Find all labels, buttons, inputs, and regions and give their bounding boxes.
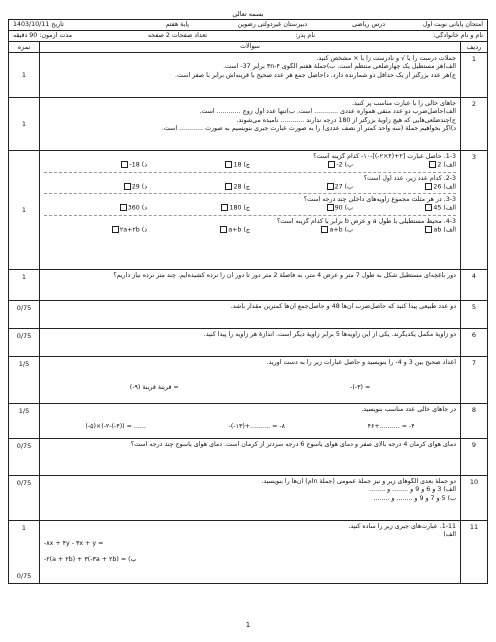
question-score: 1 <box>21 273 27 281</box>
question-text: الف)حاصل‌ضرب دو عدد منفی همواره عددی ............ است. ب)تنها عدد اول زوج ............ است. <box>199 108 456 116</box>
checkbox[interactable] <box>120 204 127 211</box>
question-number: 6 <box>460 329 487 356</box>
option: د) 29 <box>44 183 147 191</box>
checkbox[interactable] <box>220 226 227 233</box>
question-text: الف) 3 و 6 و 9 و ........ و ........ <box>369 486 456 494</box>
math-expression: -(-۱۳)+.......... = -۸ <box>228 422 286 430</box>
question-text: دو جملهٔ بعدی الگوهای زیر و نیز جملهٔ عمومی (جملهٔ nام) آن‌ها را بنویسید. <box>261 478 456 485</box>
question-text: ج)هر عدد بزرگتر از یک حداقل دو شمارنده دارد. د)حاصل جمع هر عدد صحیح با قرینه‌اش برابر با صفر است. <box>174 71 456 79</box>
mcq-options <box>44 204 456 212</box>
questions-header: سوالات <box>240 43 260 50</box>
question-text: الف)هر مستطیل یک چهارضلعی منتظم است. ب)جملهٔ هفتم الگوی ۳n-۴ برابر 37- است. <box>223 63 456 71</box>
student-name: نام و نام خانوادگی: <box>433 32 483 40</box>
math-expression: ۴۶+.......... = -۴ <box>367 422 415 430</box>
question-text: 1-11. عبارت‌های جبری زیر را ساده کنید. <box>348 523 456 530</box>
question-row-11 <box>9 520 487 583</box>
math-expression: قرینهٔ قرینهٔ (۹-) = <box>129 383 179 391</box>
option: ج) 28 <box>147 183 250 191</box>
question-row-6 <box>9 328 487 356</box>
exam-date: تاریخ 1403/10/11 <box>13 21 64 29</box>
option: ج) a+b <box>147 226 250 234</box>
question-text: جاهای خالی را با عبارت مناسب پر کنید. <box>352 100 456 107</box>
question-number: 10 <box>460 476 487 520</box>
row-header: ردیف <box>460 42 487 52</box>
checkbox[interactable] <box>225 183 232 190</box>
question-row-7 <box>9 356 487 403</box>
checkbox[interactable] <box>221 204 228 211</box>
bismillah: بسمه تعالی <box>232 10 264 18</box>
math-expression: (-۵)×(-۲-(-۴)) = ...... <box>85 422 146 430</box>
sub-label: الف) <box>443 531 456 539</box>
question-row-3 <box>9 150 487 269</box>
question-text: اعداد صحیح بین 3 و 4- را بنویسید و حاصل عبارات زیر را به دست آورید. <box>266 359 456 366</box>
question-body <box>40 151 460 269</box>
question-number: 5 <box>460 301 487 328</box>
question-score: 1 <box>21 205 27 214</box>
header-row-2 <box>8 30 488 41</box>
question-row-5 <box>9 300 487 328</box>
mcq-options <box>44 226 456 234</box>
question-number: 9 <box>460 439 487 475</box>
header-row-1 <box>8 19 488 30</box>
checkbox[interactable] <box>225 161 232 168</box>
checkbox[interactable] <box>124 183 131 190</box>
question-row-1 <box>9 52 487 97</box>
option: الف) 45 <box>353 204 456 212</box>
question-score: 0/75 <box>16 479 32 487</box>
math-expression: -۸x + ۴y - ۳x + y = <box>44 539 104 547</box>
father-name: نام پدر: <box>295 32 315 40</box>
question-text: در جاهای خالی عدد مناسب بنویسید. <box>361 406 456 413</box>
exam-duration: مدت آزمون: 90 دقیقه <box>13 32 73 40</box>
questions-table <box>8 41 488 584</box>
checkbox[interactable] <box>425 204 432 211</box>
question-number: 7 <box>460 357 487 403</box>
option: الف) ab <box>353 226 456 234</box>
checkbox[interactable] <box>425 183 432 190</box>
mcq-question: 2-3. کدام عدد زیر، عدد اول است؟ <box>363 174 456 182</box>
page-number: 1 <box>245 621 251 629</box>
question-score: 0/75 <box>16 442 32 450</box>
question-body <box>40 98 460 150</box>
option: ب) 27 <box>250 183 353 191</box>
option: ج) 18 <box>147 161 250 169</box>
question-number: 2 <box>460 98 487 150</box>
mcq-question: 3-3. در هر مثلث مجموع زاویه‌های داخلی چند درجه است؟ <box>303 196 456 204</box>
question-row-9 <box>9 438 487 475</box>
question-row-8 <box>9 403 487 438</box>
question-number: 4 <box>460 270 487 300</box>
question-text: دو زاویهٔ مکمل یکدیگرند. یکی از این زاویه‌ها 5 برابر زاویهٔ دیگر است. اندازهٔ هر زاویه را پیدا کنید. <box>203 331 456 338</box>
question-score: 1 <box>21 119 27 128</box>
question-text: دمای هوای کرمان 4 درجه بالای صفر و دمای هوای یاسوج 6 درجه سردتر از کرمان است. دمای هوای یاسوج چند درجه است؟ <box>130 441 456 448</box>
score-header: نمره <box>9 42 40 52</box>
table-header <box>9 41 487 52</box>
question-score: 1 <box>21 70 27 79</box>
subject: درس ریاضی <box>352 21 385 29</box>
math-expression: -(-۳) = <box>350 383 371 391</box>
question-body <box>40 53 460 97</box>
question-score: 0/75 <box>16 304 32 312</box>
checkbox[interactable] <box>112 226 119 233</box>
mcq-question: 1-3. حاصل عبارت [۲+(۴×۲-)]-۱۰- کدام گزینه است؟ <box>313 153 456 160</box>
mcq-options <box>44 161 456 169</box>
checkbox[interactable] <box>321 226 328 233</box>
question-number: 1 <box>460 53 487 97</box>
question-score: 1/5 <box>18 360 30 368</box>
checkbox[interactable] <box>429 161 436 168</box>
question-text: دور باغچه‌ای مستطیل شکل به طول 7 متر و عرض 4 متر، به فاصلهٔ 2 متر دور تا دور آن را نرده کشیده‌ایم. چند متر نرده نیاز داریم؟ <box>113 272 456 279</box>
mcq-question: 4-3. محیط مستطیلی با طول a و عرض b برابر با کدام گزینه است؟ <box>276 217 456 225</box>
question-row-4 <box>9 269 487 300</box>
question-score: 1/5 <box>18 407 30 415</box>
option: الف) 26 <box>353 183 456 191</box>
school: دبیرستان غیردولتی رضوین <box>237 21 307 29</box>
question-text: د)اگر بخواهیم جملهٔ (سه واحد کمتر از نصف عددی) را به صورت عبارت جبری بنویسیم به صورت ............ است. <box>161 124 456 132</box>
mcq-options <box>44 183 456 191</box>
question-score: 1 <box>21 524 27 532</box>
option: ب) a+b <box>250 226 353 234</box>
option: الف) 2 <box>353 161 456 169</box>
grade: پایهٔ هفتم <box>165 21 189 29</box>
checkbox[interactable] <box>327 183 334 190</box>
checkbox[interactable] <box>328 161 335 168</box>
question-row-2 <box>9 97 487 150</box>
math-expression: -۲(a + ۲b) + ۳(-۳a + ۲b) = <box>44 556 127 564</box>
checkbox[interactable] <box>425 226 432 233</box>
option: ب) 90 <box>250 204 353 212</box>
option: ج) 180 <box>147 204 250 212</box>
exam-sheet <box>8 10 488 584</box>
option: د) 18- <box>44 161 147 169</box>
question-text: جملات درست را با √ و نادرست را با × مشخص کنید. <box>316 55 456 62</box>
exam-title: امتحان پایانی نوبت اول <box>422 21 483 29</box>
question-text: ج)چندضلعی‌هایی که هیچ زاویهٔ بزرگتر از 180 درجه ندارند ............ نامیده می‌شوند. <box>236 116 456 124</box>
question-number: 8 <box>460 404 487 438</box>
question-score: 0/75 <box>16 332 32 340</box>
option: ب) 2- <box>250 161 353 169</box>
question-score: 0/75 <box>16 571 32 580</box>
pages-count: تعداد صفحات 2 صفحه <box>147 32 207 40</box>
checkbox[interactable] <box>121 161 128 168</box>
question-number: 3 <box>460 151 487 269</box>
checkbox[interactable] <box>327 204 334 211</box>
sub-label: ب) <box>128 556 137 564</box>
option: د) ۲a+۲b <box>44 226 147 234</box>
question-text: دو عدد طبیعی پیدا کنید که حاصل‌ضرب آن‌ها 48 و حاصل‌جمع آن‌ها کمترین مقدار باشد. <box>230 303 456 310</box>
question-row-10 <box>9 475 487 520</box>
option: د) 360 <box>44 204 147 212</box>
question-number: 11 <box>460 521 487 583</box>
question-text: ب) 5 و 7 و 9 و ........ و ........ <box>373 494 456 502</box>
